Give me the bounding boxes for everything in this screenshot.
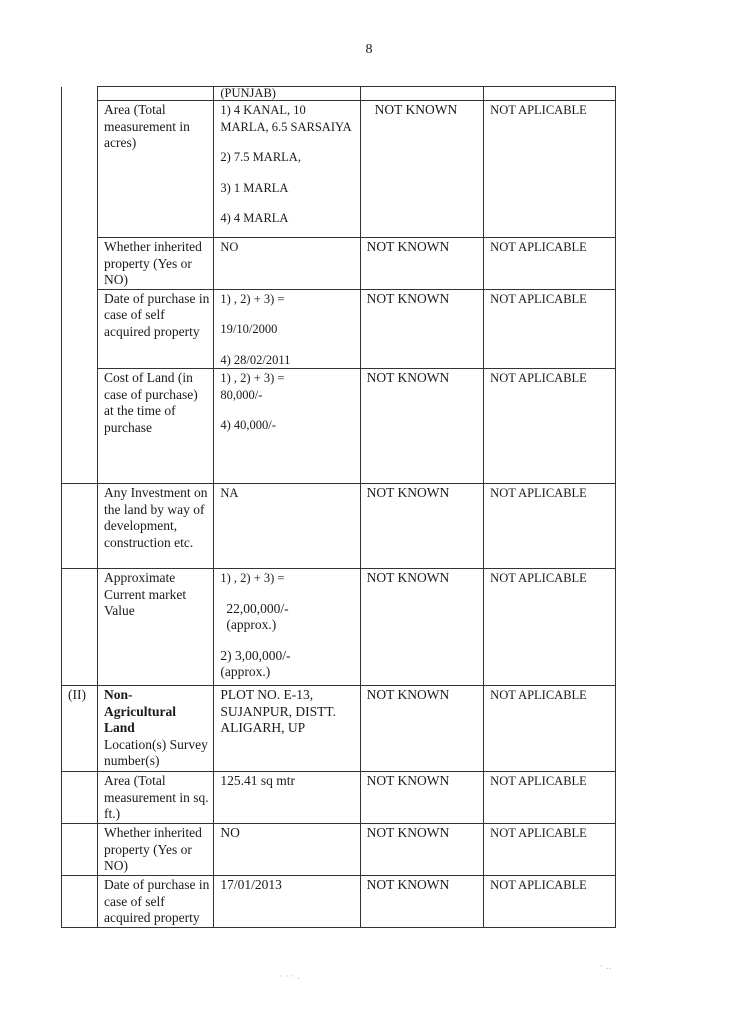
page-number: 8 [365, 42, 373, 57]
spouse-value-cell: NOT KNOWN [360, 876, 484, 928]
value-line: 22,00,000/- (approx.) [226, 600, 289, 632]
table-row [62, 772, 616, 824]
spouse-value-cell: NOT KNOWN [360, 484, 484, 569]
table-row [62, 369, 616, 484]
dependent-value-cell [484, 87, 616, 101]
value-line: 1) , 2) + 3) = [220, 291, 285, 306]
serial-cell [62, 484, 98, 569]
serial-cell [62, 87, 98, 101]
scan-smudge: · · · . [280, 972, 301, 982]
field-label-cell: Date of purchase in case of self acquired property [98, 876, 214, 928]
self-value-cell [214, 238, 360, 290]
self-value-cell [214, 824, 360, 876]
table-row [62, 569, 616, 686]
dependent-value-cell: NOT APLICABLE [484, 772, 616, 824]
value-line: 4) 28/02/2011 [220, 352, 291, 367]
field-label-cell [98, 686, 214, 772]
scan-smudge: · .. [600, 962, 612, 972]
spouse-value-cell: NOT KNOWN [360, 369, 484, 484]
self-value-cell [214, 87, 360, 101]
dependent-value-cell: NOT APLICABLE [484, 876, 616, 928]
immovable-assets-table [61, 86, 616, 928]
table-row [62, 87, 616, 101]
serial-cell [62, 876, 98, 928]
field-label-cell: Any Investment on the land by way of development, construction etc. [98, 484, 214, 569]
value-line: NO [220, 825, 240, 840]
field-label-cell: Whether inherited property (Yes or NO) [98, 238, 214, 290]
table-row [62, 686, 616, 772]
spouse-value-cell: NOT KNOWN [360, 772, 484, 824]
dependent-value-cell: NOT APLICABLE [484, 484, 616, 569]
serial-cell [62, 289, 98, 369]
dependent-value-cell: NOT APLICABLE [484, 369, 616, 484]
serial-cell [62, 101, 98, 238]
value-line: 2) 3,00,000/- (approx.) [220, 647, 291, 679]
field-label-cell: Approximate Current market Value [98, 569, 214, 686]
table-row [62, 484, 616, 569]
table-row [62, 289, 616, 369]
value-line: 125.41 sq mtr [220, 773, 296, 788]
serial-cell [62, 369, 98, 484]
value-line: (PUNJAB) [220, 86, 276, 100]
self-value-cell [214, 289, 360, 369]
field-label-cell: Whether inherited property (Yes or NO) [98, 824, 214, 876]
value-line: 17/01/2013 [220, 877, 282, 892]
section-heading: Non-Agricultural Land [104, 687, 177, 735]
value-line: 4) 4 MARLA [220, 211, 289, 225]
serial-cell [62, 772, 98, 824]
serial-cell [62, 569, 98, 686]
field-label: Location(s) Survey number(s) [104, 736, 208, 768]
value-line: NO [220, 240, 239, 254]
spouse-value-cell: NOT KNOWN [360, 569, 484, 686]
field-label-cell: Cost of Land (in case of purchase) at the time of purchase [98, 369, 214, 484]
value-line: 1) , 2) + 3) = [220, 571, 285, 585]
field-label-cell: Area (Total measurement in sq. ft.) [98, 772, 214, 824]
self-value-cell [214, 686, 360, 772]
self-value-cell [214, 569, 360, 686]
value-line: NA [220, 486, 239, 500]
value-line: 1) 4 KANAL, 10 MARLA, 6.5 SARSAIYA [220, 103, 352, 134]
table-row [62, 876, 616, 928]
serial-cell [62, 824, 98, 876]
serial-cell [62, 238, 98, 290]
value-line: PLOT NO. E-13, SUJANPUR, DISTT. ALIGARH, UP [220, 687, 337, 735]
self-value-cell [214, 484, 360, 569]
self-value-cell [214, 101, 360, 238]
value-line: 4) 40,000/- [220, 418, 276, 432]
spouse-value-cell: NOT KNOWN [360, 686, 484, 772]
dependent-value-cell: NOT APLICABLE [484, 824, 616, 876]
spouse-value-cell: NOT KNOWN [360, 824, 484, 876]
dependent-value-cell: NOT APLICABLE [484, 289, 616, 369]
table-row [62, 824, 616, 876]
value-line: 2) 7.5 MARLA, [220, 150, 301, 164]
dependent-value-cell: NOT APLICABLE [484, 101, 616, 238]
self-value-cell [214, 772, 360, 824]
table-row [62, 101, 616, 238]
spouse-value-cell: NOT KNOWN [360, 101, 484, 238]
field-label-cell: Area (Total measurement in acres) [98, 101, 214, 238]
dependent-value-cell: NOT APLICABLE [484, 686, 616, 772]
serial-cell: (II) [62, 686, 98, 772]
dependent-value-cell: NOT APLICABLE [484, 569, 616, 686]
dependent-value-cell: NOT APLICABLE [484, 238, 616, 290]
value-line: 1) , 2) + 3) = 80,000/- [220, 371, 285, 402]
table-row [62, 238, 616, 290]
self-value-cell [214, 876, 360, 928]
self-value-cell [214, 369, 360, 484]
spouse-value-cell [360, 87, 484, 101]
field-label-cell [98, 87, 214, 101]
spouse-value-cell: NOT KNOWN [360, 238, 484, 290]
spouse-value-cell: NOT KNOWN [360, 289, 484, 369]
field-label-cell: Date of purchase in case of self acquired property [98, 289, 214, 369]
value-line: 19/10/2000 [220, 322, 278, 336]
value-line: 3) 1 MARLA [220, 180, 289, 195]
